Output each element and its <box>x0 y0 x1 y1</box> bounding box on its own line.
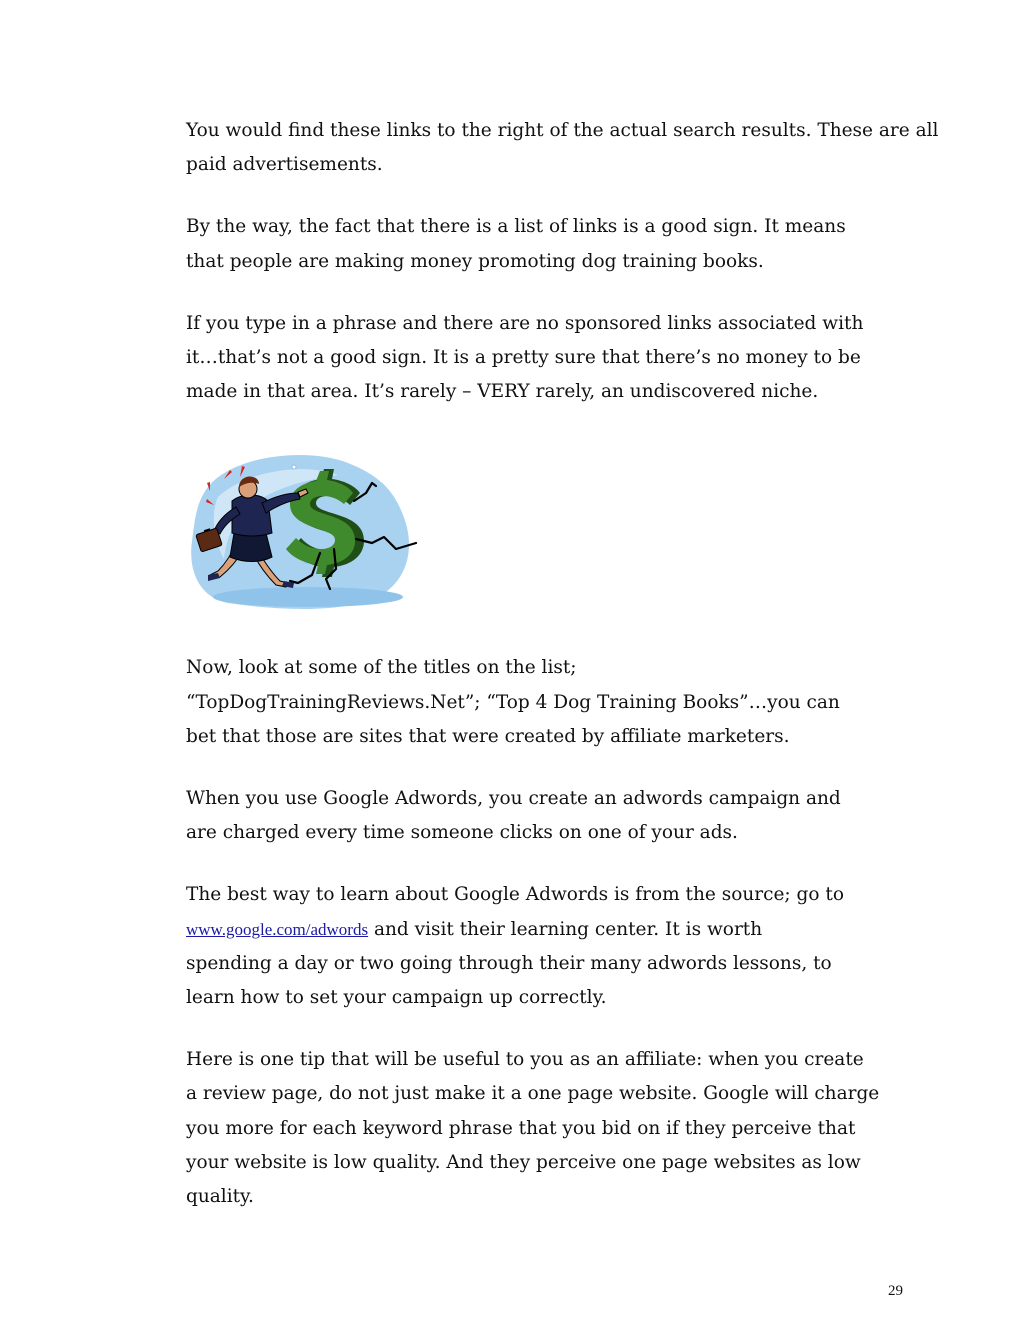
text-line: When you use Google Adwords, you create an adwords campaign and <box>186 788 841 810</box>
text-line: a review page, do not just make it a one page website. Google will charge <box>186 1083 880 1105</box>
paragraph-adwords-campaign <box>186 782 906 850</box>
paragraph-no-sponsored-links <box>186 307 906 410</box>
text-line: it…that’s not a good sign. It is a pretty sure that there’s no money to be <box>186 347 861 369</box>
text-line: that people are making money promoting dog training books. <box>186 250 764 272</box>
text-line: are charged every time someone clicks on one of your ads. <box>186 822 738 844</box>
text-line <box>186 913 906 947</box>
paragraph-titles-on-list <box>186 651 906 754</box>
google-adwords-link[interactable]: www.google.com/adwords <box>186 919 369 939</box>
text-line: If you type in a phrase and there are no sponsored links associated with <box>186 312 864 334</box>
text-line: paid advertisements. <box>186 154 383 176</box>
text-line: your website is low quality. And they perceive one page websites as low <box>186 1151 861 1173</box>
text-line: You would find these links to the right of the actual search results. These are all <box>186 120 939 141</box>
text-line: Here is one tip that will be useful to you as an affiliate: when you create <box>186 1049 864 1071</box>
text-line: spending a day or two going through their many adwords lessons, to <box>186 952 832 974</box>
text-line: made in that area. It’s rarely – VERY rarely, an undiscovered niche. <box>186 381 819 403</box>
text-line: “TopDogTrainingReviews.Net”; “Top 4 Dog Training Books”…you can <box>186 691 840 713</box>
paragraph-search-results <box>186 114 939 182</box>
paragraph-learn-adwords <box>186 878 906 1015</box>
text-line: you more for each keyword phrase that you bid on if they perceive that <box>186 1117 856 1139</box>
paragraph-good-sign <box>186 210 906 278</box>
page-number: 29 <box>888 1283 903 1299</box>
text-line: bet that those are sites that were created by affiliate marketers. <box>186 725 790 747</box>
text-line: The best way to learn about Google Adwords is from the source; go to <box>186 884 844 906</box>
document-body <box>186 114 939 1214</box>
running-businesswoman-chasing-dollar-sign-illustration <box>188 449 420 611</box>
text-line: quality. <box>186 1186 254 1208</box>
text-fragment: and visit their learning center. It is worth <box>368 918 763 940</box>
text-line: By the way, the fact that there is a list of links is a good sign. It means <box>186 216 846 238</box>
text-line: learn how to set your campaign up correctly. <box>186 987 607 1009</box>
text-line: Now, look at some of the titles on the list; <box>186 657 577 679</box>
paragraph-affiliate-tip <box>186 1043 906 1214</box>
